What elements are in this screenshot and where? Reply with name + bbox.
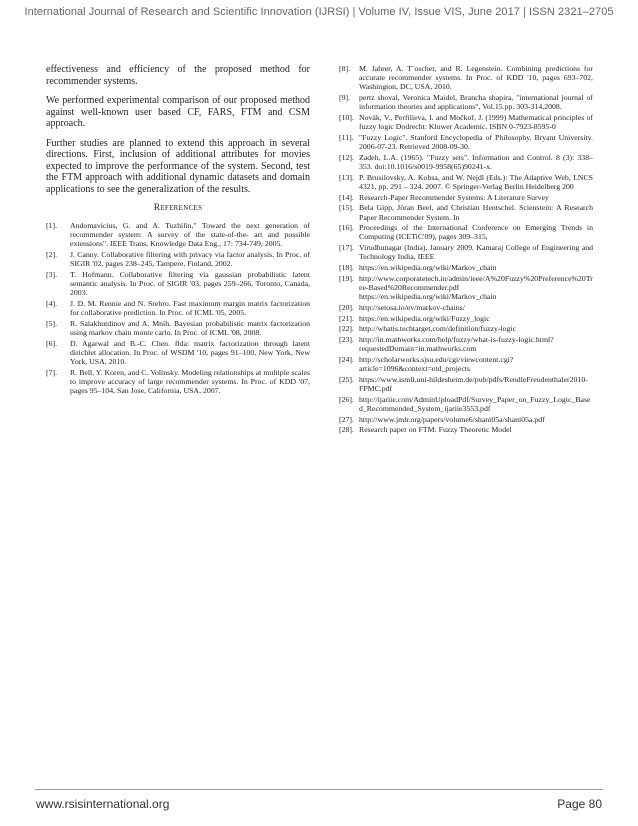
reference-text: https://www.ismll.uni-hildesheim.de/pub/pdfs/RendleFreudenthaler2010-FPMC.pdf: [359, 374, 588, 393]
reference-text: R. Bell, Y. Koren, and C. Volinsky. Modeling relationships at multiple scales to improve accuracy of large recommender systems. In Proc. of KDD '07, pages 95–104, San Jose, California, USA, 2007.: [70, 368, 310, 396]
body-paragraph: Further studies are planned to extend this approach in several directions. First, inclusion of additional attributes for movies expected to improve the performance of the system. Second, test the FTM approach with additional dynamic datasets and domain applications to see the generalization of the results.: [46, 137, 310, 195]
reference-list-right: [339, 64, 593, 435]
reference-text: Zadeh, L.A. (1965). "Fuzzy sets". Information and Control. 8 (3): 338–353. doi:10.1016/s0019-9958(65)90241-x.: [359, 152, 593, 172]
reference-item: [339, 193, 593, 202]
reference-number: [5].: [46, 319, 58, 329]
reference-text: http://whatis.techtarget.com/definition/fuzzy-logic: [359, 324, 517, 334]
page-number: Page 80: [557, 797, 602, 811]
right-column: [339, 64, 593, 436]
reference-number: [8].: [339, 64, 351, 73]
reference-text: T. Hofmann. Collaborative filtering via gaussian probabilistic latent semantic analysis. In Proc. of SIGIR '03, pages 259–266, Toronto, Canada, 2003.: [70, 270, 310, 298]
reference-number: [11].: [339, 132, 354, 142]
reference-item: [339, 425, 593, 434]
reference-item: [339, 173, 593, 191]
reference-number: [27].: [339, 414, 354, 424]
reference-item: [46, 250, 310, 268]
references-heading: References: [153, 203, 203, 213]
reference-text: J. Canny. Collaborative filtering with privacy via factor analysis. In Proc. of SIGIR '02, pages 238–245, Tampere, Finland, 2002.: [70, 250, 310, 269]
reference-number: [18].: [339, 263, 354, 273]
reference-text: R. Salakhutdinov and A. Mnih. Bayesian probabilistic matrix factorization using markov chain monte carlo. In Proc. of ICML '08, 2008.: [70, 319, 310, 338]
reference-number: [21].: [339, 313, 354, 323]
reference-item: [46, 339, 310, 367]
reference-item: [339, 355, 593, 373]
reference-item: [46, 368, 310, 396]
reference-text: http://www.jmlr.org/papers/volume6/shani05a/shani05a.pdf: [359, 414, 545, 424]
reference-item: [339, 324, 593, 333]
reference-item: [339, 314, 593, 323]
reference-item: [339, 263, 593, 272]
reference-list-left: [46, 221, 310, 396]
reference-text: Research paper on FTM: Fuzzy Theoretic Model: [359, 425, 512, 435]
reference-text: http://www.corporatetech.in/admin/ieee/A%20Fuzzy%20Preference%20Tree-Based%20Recommender.pdf https://en.wikipedia.org/wiki/Markov_chain: [359, 273, 593, 302]
reference-number: [26].: [339, 394, 354, 404]
reference-text: P. Brusilovsky, A. Kobsa, and W. Nejdl (Eds.): The Adaptive Web, LNCS 4321, pp. 291 – 324, 2007. © Springer-Verlag Berlin Heidelberg 200: [359, 172, 593, 191]
reference-number: [16].: [339, 223, 354, 233]
reference-number: [20].: [339, 302, 354, 312]
reference-text: http://scholarworks.sjsu.edu/cgi/viewcontent.cgi?article=1096&context=etd_projects: [359, 354, 514, 374]
reference-number: [23].: [339, 334, 354, 344]
reference-text: http://in.mathworks.com/help/fuzzy/what-is-fuzzy-logic.html?requestedDomain=in.mathworks.com: [359, 334, 554, 354]
reference-number: [14].: [339, 192, 354, 202]
reference-text: Research-Paper Recommender Systems: A Literature Survey: [359, 192, 549, 202]
reference-number: [22].: [339, 324, 354, 334]
reference-number: [24].: [339, 354, 354, 364]
reference-number: [1].: [46, 221, 58, 230]
reference-text: http://ijariie.com/AdminUploadPdf/Survey_Paper_on_Fuzzy_Logic_Based_Recommended_System_ijariie3553.pdf: [359, 394, 591, 413]
reference-number: [4].: [46, 299, 58, 309]
reference-number: [12].: [339, 152, 354, 162]
reference-item: [339, 203, 593, 221]
reference-item: [339, 303, 593, 312]
reference-item: [339, 223, 593, 241]
reference-text: M. Jahrer, A. T¨oscher, and R. Legenstein. Combining predictions for accurate recommender systems. In Proc. of KDD '10, pages 693–702, Washington, DC, USA, 2010.: [359, 64, 593, 92]
reference-text: http://setosa.io/ev/markov-chains/: [359, 302, 465, 312]
reference-item: [339, 153, 593, 171]
reference-text: D. Agarwal and B.-C. Chen. flda: matrix factorization through latent dirichlet allocation. In Proc. of WSDM '10, pages 91–100, New York, New York, USA, 2010.: [70, 338, 310, 367]
reference-number: [13].: [339, 172, 354, 182]
left-column: [46, 64, 310, 397]
reference-number: [6].: [46, 338, 58, 348]
reference-text: https://en.wikipedia.org/wiki/Markov_chain: [359, 263, 497, 273]
reference-item: [339, 133, 593, 151]
reference-text: Proceedings of the International Conference on Emerging Trends in Computing (ICETiC'09), pages 309–315,: [359, 223, 593, 242]
reference-item: [46, 319, 310, 337]
reference-number: [3].: [46, 270, 58, 280]
reference-item: [339, 335, 593, 353]
reference-number: [9].: [339, 93, 351, 103]
reference-item: [46, 221, 310, 249]
reference-item: [46, 270, 310, 298]
reference-item: [339, 395, 593, 413]
footer-website: www.rsisinternational.org: [36, 797, 170, 811]
reference-item: [339, 375, 593, 393]
reference-item: [339, 113, 593, 131]
body-paragraph: effectiveness and efficiency of the proposed method for recommender systems.: [46, 64, 310, 87]
reference-item: [339, 415, 593, 424]
reference-text: pertz shoval, Veronica Maidel, Brancha shapira, "international journal of information theories and applications", Vol.15.pp. 303-314,2008.: [359, 93, 593, 112]
reference-number: [25].: [339, 374, 354, 384]
reference-item: [46, 299, 310, 317]
journal-header: International Journal of Research and Scientific Innovation (IJRSI) | Volume IV, Issue VIS, June 2017 | ISSN 2321–2705: [24, 6, 614, 18]
reference-text: Virudhunagar (India), January 2009. Kamaraj College of Engineering and Technology India, IEEE: [359, 243, 593, 262]
reference-number: [17].: [339, 243, 354, 253]
reference-number: [7].: [46, 368, 58, 378]
reference-number: [28].: [339, 425, 354, 435]
reference-number: [19].: [339, 273, 354, 283]
reference-item: [339, 274, 593, 302]
reference-item: [339, 64, 593, 92]
reference-text: Bela Gipp, Jöran Beel, and Christian Hentschel. Scienstein: A Research Paper Recommender System. In: [359, 203, 593, 222]
reference-text: Novák, V., Perfilieva, I. and Močkoř, J. (1999) Mathematical principles of fuzzy logic Dodrecht: Kluwer Academic. ISBN 0-7923-8595-0: [359, 113, 593, 132]
body-paragraph: We performed experimental comparison of our proposed method against well-known user based CF, FARS, FTM and CSM approach.: [46, 95, 310, 129]
reference-number: [15].: [339, 203, 354, 213]
reference-item: [339, 93, 593, 111]
reference-number: [2].: [46, 250, 58, 260]
reference-text: J. D. M. Rennie and N. Srebro. Fast maximum margin matrix factorization for collaborative prediction. In Proc. of ICML '05, 2005.: [70, 299, 310, 318]
reference-text: "Fuzzy Logic". Stanford Encyclopedia of Philosophy. Bryant University. 2006-07-23. Retrieved 2008-09-30.: [359, 132, 593, 152]
footer-divider: [35, 789, 603, 790]
reference-text: https://en.wikipedia.org/wiki/Fuzzy_logic: [359, 313, 490, 323]
reference-item: [339, 243, 593, 261]
reference-text: Andomavicius, G. and A. Tuzhilin," Toward the next generation of recommender system: A survey of the state-of-the- art and possible extensions". IEEE Trans, Knowledge Data Eng., 17: 734-749, 2005.: [70, 221, 310, 249]
reference-number: [10].: [339, 113, 354, 123]
